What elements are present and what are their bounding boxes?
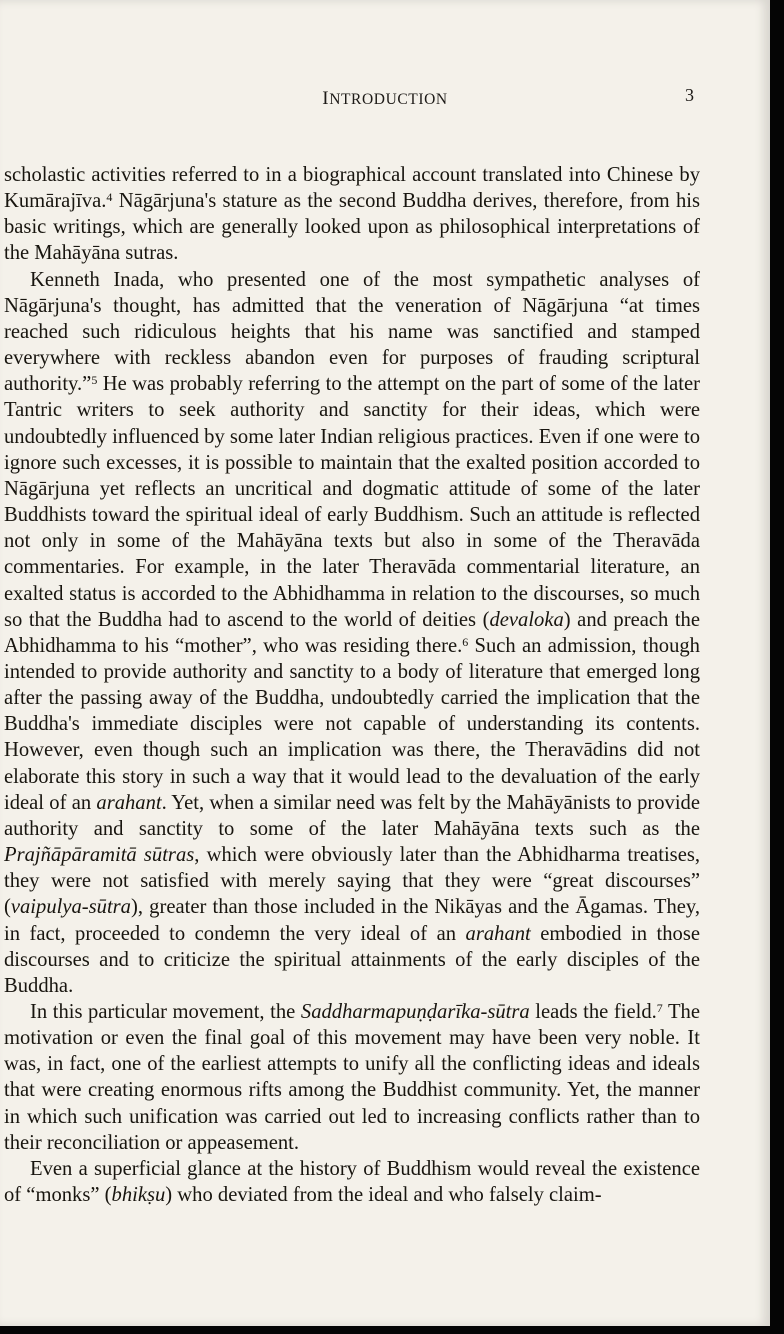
body-text <box>4 162 700 1208</box>
italic-term: bhikṣu <box>111 1184 166 1207</box>
running-head: INTRODUCTION <box>322 88 448 109</box>
page-number: 3 <box>685 85 694 105</box>
footnote-ref: 6 <box>462 634 469 649</box>
text-run: leads the field. <box>529 1001 657 1023</box>
paragraph <box>4 1156 700 1208</box>
footnote-ref: 4 <box>106 190 113 205</box>
italic-term: arahant <box>96 791 162 814</box>
paragraph <box>4 999 700 1156</box>
text-run: Even a superficial glance at the history of Buddhism would reveal the existence of “monks” ( <box>4 1157 700 1207</box>
text-run: , which were obviously later than the Abhidharma treatises, they were not satisfied with merely saying that they were “great discourses” ( <box>4 844 700 919</box>
italic-term: Prajñāpāramitā sūtras <box>4 844 195 867</box>
text-run: Nāgārjuna's stature as the second Buddha derives, therefore, from his basic writings, which are generally looked upon as philosophical interpretations of the Mahāyāna sutras. <box>4 190 700 265</box>
text-run: scholastic activities referred to in a biographical account translated into Chinese by Kumārajīva. <box>4 164 700 213</box>
italic-term: devaloka <box>489 608 564 631</box>
footnote-ref: 5 <box>91 373 98 388</box>
text-run: He was probably referring to the attempt on the part of some of the later Tantric writers to seek authority and sanctity for their ideas, which were undoubtedly influenced by some later Indian religious practices. Even if one were to ignore such excesses, it is possible to maintain that the exalted position accorded to Nāgārjuna yet reflects an uncritical and dogmatic attitude of some of the later Buddhists toward the spiritual ideal of early Buddhism. Such an attitude is reflected not only in some of the Mahāyāna texts but also in some of the Theravāda commentaries. For example, in the later Theravāda commentarial literature, an exalted status is accorded to the Abhidhamma in relation to the discourses, so much so that the Buddha had to ascend to the world of deities ( <box>4 373 700 631</box>
footnote-ref: 7 <box>656 1001 663 1015</box>
text-run: In this particular movement, the <box>30 1001 301 1023</box>
text-run: . Yet, when a similar need was felt by the Mahāyānists to provide authority and sanctity to some of the later Mahāyāna texts such as the <box>4 791 700 840</box>
page-header <box>0 85 770 112</box>
paragraph <box>4 267 700 999</box>
italic-term: arahant <box>465 922 531 945</box>
text-run: Kenneth Inada, who presented one of the most sympathetic analyses of Nāgārjuna's thought, has admitted that the veneration of Nāgārjuna “at times reached such ridiculous heights that his name was sanctified and stamped everywhere with reckless abandon even for purposes of frauding scriptural authority.” <box>4 268 700 396</box>
italic-term: vaipulya-sūtra <box>10 896 131 919</box>
text-run: ), greater than those included in the Nikāyas and the Āgamas. They, in fact, proceeded to condemn the very ideal of an <box>4 896 700 945</box>
paragraph <box>4 162 700 267</box>
italic-term: Saddharmapuṇḍarīka-sūtra <box>300 1001 530 1023</box>
text-run: ) who deviated from the ideal and who falsely claim- <box>165 1184 602 1207</box>
text-run: Such an admission, though intended to provide authority and sanctity to a body of literature that emerged long after the passing away of the Buddha, undoubtedly carried the implication that the Buddha's immediate disciples were not capable of understanding its contents. However, even though such an implication was there, the Theravādins did not elaborate this story in such a way that it would lead to the devaluation of the early ideal of an <box>4 634 700 814</box>
text-run: embodied in those discourses and to criticize the spiritual attainments of the early disciples of the Buddha. <box>4 922 700 997</box>
text-run: ) and preach the Abhidhamma to his “mother”, who was residing there. <box>4 608 700 657</box>
text-run: The motivation or even the final goal of this movement may have been very noble. It was, in fact, one of the earliest attempts to unify all the conflicting ideas and ideals that were creating enormous rifts among the Buddhist community. Yet, the manner in which such unification was carried out led to increasing conflicts rather than to their reconciliation or appeasement. <box>4 1001 700 1154</box>
